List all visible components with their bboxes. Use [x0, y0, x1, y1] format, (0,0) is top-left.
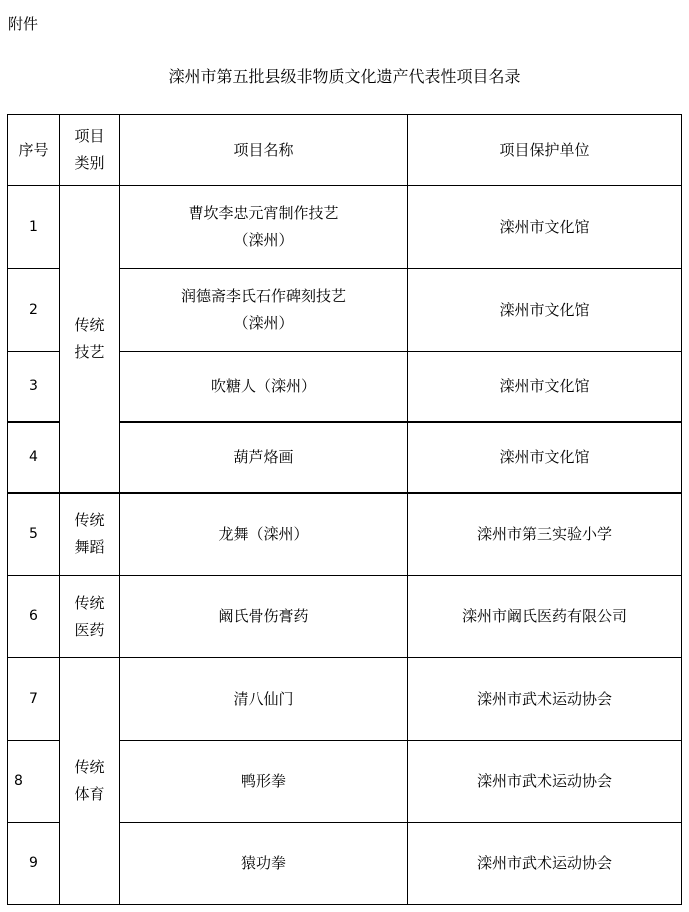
protection-unit: 滦州市阚氏医药有限公司 — [408, 576, 682, 658]
table-row — [8, 493, 682, 576]
category-line2: 技艺 — [74, 342, 105, 361]
project-name: 葫芦烙画 — [120, 422, 408, 493]
table-row — [8, 186, 682, 269]
category-cell — [60, 658, 120, 905]
attachment-label: 附件 — [8, 15, 39, 33]
heritage-roster-table — [7, 114, 682, 905]
project-name-line2: （滦州） — [233, 231, 294, 249]
project-name-line2: （滦州） — [233, 314, 294, 332]
category-cell — [60, 576, 120, 658]
project-name: 猿功拳 — [120, 823, 408, 905]
project-name-line1: 润德斋李氏石作碑刻技艺 — [180, 287, 346, 305]
column-header-index: 序号 — [8, 115, 60, 186]
row-index: 8 — [8, 741, 60, 823]
category-line1: 传统 — [74, 593, 105, 612]
row-index: 2 — [8, 269, 60, 352]
protection-unit: 滦州市文化馆 — [408, 186, 682, 269]
column-header-category-line1: 项目 — [74, 127, 105, 145]
category-line2: 舞蹈 — [74, 538, 105, 557]
row-index: 3 — [8, 352, 60, 422]
table-row — [8, 658, 682, 741]
row-index: 7 — [8, 658, 60, 741]
protection-unit: 滦州市武术运动协会 — [408, 658, 682, 741]
category-line1: 传统 — [74, 315, 105, 334]
column-header-name: 项目名称 — [120, 115, 408, 186]
category-line1: 传统 — [74, 511, 105, 530]
table-row — [8, 576, 682, 658]
project-name — [120, 186, 408, 269]
project-name: 吹糖人（滦州） — [120, 352, 408, 422]
table-header-row — [8, 115, 682, 186]
row-index: 5 — [8, 493, 60, 576]
project-name — [120, 269, 408, 352]
row-index: 1 — [8, 186, 60, 269]
protection-unit: 滦州市第三实验小学 — [408, 493, 682, 576]
protection-unit: 滦州市文化馆 — [408, 269, 682, 352]
protection-unit: 滦州市武术运动协会 — [408, 741, 682, 823]
column-header-category-line2: 类别 — [74, 154, 105, 172]
project-name: 阚氏骨伤膏药 — [120, 576, 408, 658]
project-name: 鸭形拳 — [120, 741, 408, 823]
protection-unit: 滦州市文化馆 — [408, 422, 682, 493]
project-name: 清八仙门 — [120, 658, 408, 741]
document-title: 滦州市第五批县级非物质文化遗产代表性项目名录 — [168, 67, 521, 86]
category-cell — [60, 493, 120, 576]
protection-unit: 滦州市武术运动协会 — [408, 823, 682, 905]
column-header-unit: 项目保护单位 — [408, 115, 682, 186]
project-name: 龙舞（滦州） — [120, 493, 408, 576]
row-index: 4 — [8, 422, 60, 493]
row-index: 6 — [8, 576, 60, 658]
category-line2: 医药 — [74, 620, 105, 639]
category-line2: 体育 — [74, 785, 105, 803]
row-index: 9 — [8, 823, 60, 905]
protection-unit: 滦州市文化馆 — [408, 352, 682, 422]
project-name-line1: 曹坎李忠元宵制作技艺 — [188, 204, 339, 222]
category-cell — [60, 186, 120, 493]
column-header-category — [60, 115, 120, 186]
category-line1: 传统 — [74, 758, 105, 776]
